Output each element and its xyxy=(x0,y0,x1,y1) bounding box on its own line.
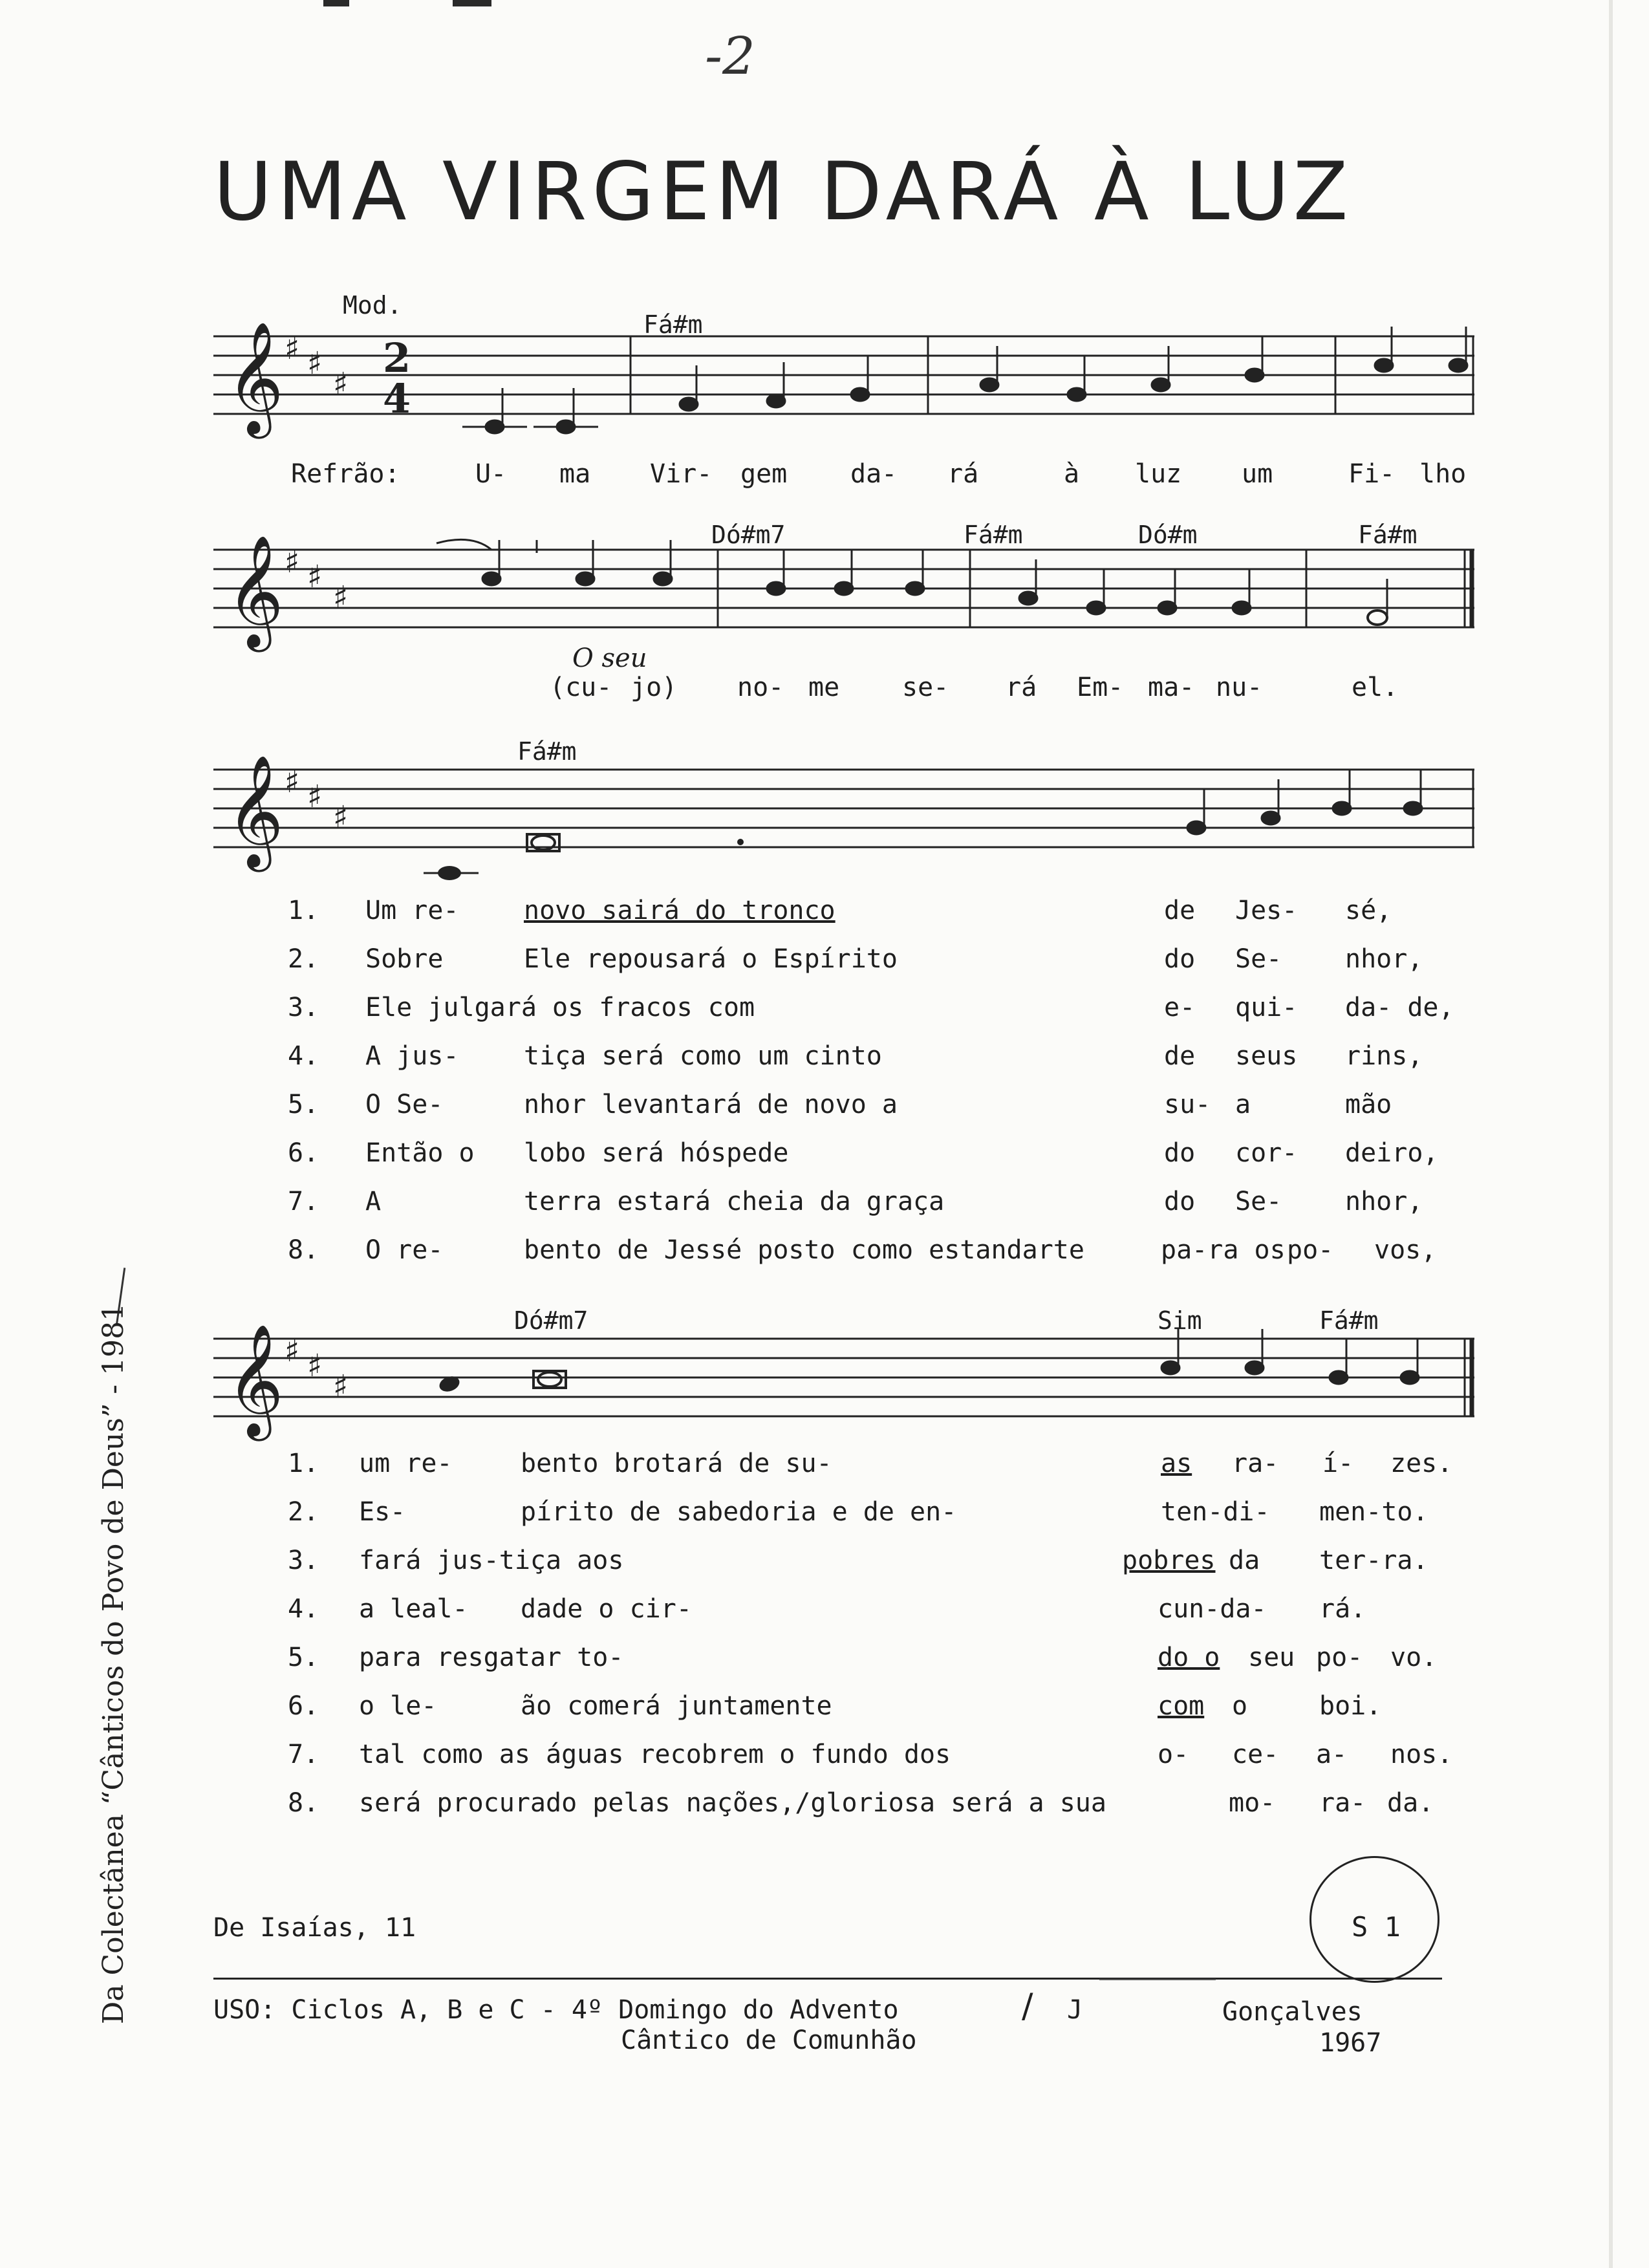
svg-text:♯: ♯ xyxy=(285,1333,300,1369)
verse-line xyxy=(0,1643,1649,1688)
verse-text: ce- xyxy=(1232,1740,1279,1769)
verse-text: deiro, xyxy=(1345,1138,1439,1168)
page-number: -2 xyxy=(705,26,755,86)
composer-name: Gonçalves xyxy=(1222,1997,1363,2027)
verse-text: do xyxy=(1164,1138,1196,1168)
lyric-syllable: à xyxy=(1064,459,1080,489)
verse-text: tal como as águas recobrem o fundo dos xyxy=(359,1740,951,1769)
lyric-syllable: (cu- xyxy=(550,673,612,702)
verse-text: dade o cir- xyxy=(521,1594,692,1624)
source-reference: De Isaías, 11 xyxy=(213,1913,416,1943)
verse-line xyxy=(0,1546,1649,1591)
verse-text: ten-di- xyxy=(1161,1497,1270,1527)
verse-line xyxy=(0,1691,1649,1736)
separator-slash: / xyxy=(1022,1987,1033,2025)
svg-text:♯: ♯ xyxy=(307,779,323,815)
verse-line xyxy=(0,944,1649,989)
verse-number: 8. xyxy=(288,1788,319,1818)
lyric-syllable: no- xyxy=(737,673,784,702)
verse-number: 3. xyxy=(288,1546,319,1575)
staff-4-notation xyxy=(213,1324,1474,1436)
verse-number: 5. xyxy=(288,1643,319,1672)
svg-text:𝄞: 𝄞 xyxy=(226,535,284,647)
song-title: UMA VIRGEM DARÁ À LUZ xyxy=(213,146,1353,239)
verse-text: seu xyxy=(1248,1643,1295,1672)
verse-text: o le- xyxy=(359,1691,437,1721)
verse-text: A jus- xyxy=(365,1041,459,1071)
lyric-syllable: se- xyxy=(902,673,949,702)
footer-divider xyxy=(213,1978,1442,1980)
verse-text: seus xyxy=(1235,1041,1298,1071)
verse-number: 4. xyxy=(288,1041,319,1071)
svg-text:𝄞: 𝄞 xyxy=(226,321,284,434)
verse-text: O re- xyxy=(365,1235,444,1265)
verse-text: Sobre xyxy=(365,944,444,974)
verse-text: po- xyxy=(1287,1235,1334,1265)
verse-text: tiça será como um cinto xyxy=(524,1041,882,1071)
verse-line xyxy=(0,1041,1649,1086)
verse-number: 1. xyxy=(288,896,319,925)
verse-text: lobo será hóspede xyxy=(524,1138,789,1168)
composer-underline xyxy=(1099,1979,1216,1980)
verse-number: 3. xyxy=(288,993,319,1022)
svg-text:♯: ♯ xyxy=(307,345,323,382)
verse-text: Ele repousará o Espírito xyxy=(524,944,898,974)
svg-text:♯: ♯ xyxy=(333,1368,349,1405)
staff-3-notation xyxy=(213,755,1474,867)
lyric-syllable: Fi- xyxy=(1348,459,1396,489)
lyric-syllable: nu- xyxy=(1216,673,1263,702)
chord-label: Dó#m7 xyxy=(514,1306,588,1335)
tempo-marking: Mod. xyxy=(343,291,402,319)
svg-text:♯: ♯ xyxy=(285,544,300,580)
verse-text: qui- xyxy=(1235,993,1298,1022)
verse-number: 2. xyxy=(288,944,319,974)
verse-number: 2. xyxy=(288,1497,319,1527)
verse-text: Então o xyxy=(365,1138,475,1168)
svg-text:♯: ♯ xyxy=(333,579,349,616)
verse-text: novo sairá do tronco xyxy=(524,896,835,925)
svg-text:♯: ♯ xyxy=(307,1348,323,1384)
verse-text: vos, xyxy=(1374,1235,1437,1265)
lyric-syllable: me xyxy=(808,673,840,702)
verse-text: e- xyxy=(1164,993,1196,1022)
scan-mark xyxy=(323,0,349,6)
verse-line xyxy=(0,1740,1649,1785)
svg-text:♯: ♯ xyxy=(285,330,300,367)
chord-label: Dó#m xyxy=(1138,521,1198,549)
music-staff-4 xyxy=(213,1324,1474,1436)
verse-text: do xyxy=(1164,1187,1196,1216)
verse-text: nhor, xyxy=(1345,944,1423,974)
svg-text:♯: ♯ xyxy=(285,764,300,800)
verse-line xyxy=(0,1138,1649,1183)
verse-text: o xyxy=(1232,1691,1248,1721)
verse-line xyxy=(0,1594,1649,1639)
collection-credit: Da Colectânea “Cânticos do Povo de Deus” - 1981 xyxy=(97,1302,130,2024)
verse-text: mão xyxy=(1345,1090,1392,1119)
svg-text:♯: ♯ xyxy=(307,559,323,595)
verse-text: nos. xyxy=(1390,1740,1453,1769)
verse-number: 1. xyxy=(288,1449,319,1478)
lyric-syllable: da- xyxy=(850,459,898,489)
lyric-syllable: ma xyxy=(559,459,591,489)
lyric-syllable: lho xyxy=(1419,459,1467,489)
verse-text: po- xyxy=(1316,1643,1363,1672)
scan-mark xyxy=(453,0,491,6)
verse-number: 5. xyxy=(288,1090,319,1119)
verse-text: Um re- xyxy=(365,896,459,925)
verse-text: í- xyxy=(1322,1449,1354,1478)
chord-label: Fá#m xyxy=(1358,521,1417,549)
svg-text:♯: ♯ xyxy=(333,366,349,402)
svg-text:♯: ♯ xyxy=(333,799,349,836)
catalog-code: S 1 xyxy=(1352,1911,1401,1943)
verse-line xyxy=(0,896,1649,941)
lyric-syllable: Vir- xyxy=(650,459,713,489)
handwritten-correction: O seu xyxy=(572,643,647,673)
verse-text: su- xyxy=(1164,1090,1211,1119)
verse-text: men-to. xyxy=(1319,1497,1428,1527)
usage-line: USO: Ciclos A, B e C - 4º Domingo do Advento xyxy=(213,1995,899,2025)
verse-number: 4. xyxy=(288,1594,319,1624)
chord-label: Fá#m xyxy=(517,737,577,766)
verse-text: Ele julgará os fracos com xyxy=(365,993,755,1022)
verse-text: as xyxy=(1161,1449,1192,1478)
verse-line xyxy=(0,1497,1649,1542)
verse-number: 8. xyxy=(288,1235,319,1265)
verse-text: mo- xyxy=(1229,1788,1276,1818)
refrain-label: Refrão: xyxy=(291,459,400,489)
lyric-syllable: um xyxy=(1242,459,1273,489)
lyric-syllable: ma- xyxy=(1148,673,1195,702)
verse-text: rins, xyxy=(1345,1041,1423,1071)
chord-label: Sim xyxy=(1158,1306,1202,1335)
verse-text: pobres xyxy=(1122,1546,1216,1575)
verse-line xyxy=(0,1187,1649,1232)
verse-text: fará jus-tiça aos xyxy=(359,1546,624,1575)
usage-occasion: Cântico de Comunhão xyxy=(621,2025,917,2055)
verse-text: pírito de sabedoria e de en- xyxy=(521,1497,957,1527)
verse-text: do xyxy=(1164,944,1196,974)
chord-label: Fá#m xyxy=(964,521,1023,549)
verse-text: Jes- xyxy=(1235,896,1298,925)
verse-text: zes. xyxy=(1390,1449,1453,1478)
lyric-syllable: gem xyxy=(740,459,788,489)
lyric-syllable: U- xyxy=(475,459,507,489)
verse-text: de xyxy=(1164,1041,1196,1071)
verse-text: a- xyxy=(1316,1740,1348,1769)
verse-line xyxy=(0,1788,1649,1833)
chord-label: Fá#m xyxy=(1319,1306,1379,1335)
verse-text: rá. xyxy=(1319,1594,1366,1624)
verse-text: da xyxy=(1229,1546,1260,1575)
verse-text: bento brotará de su- xyxy=(521,1449,832,1478)
verse-number: 7. xyxy=(288,1187,319,1216)
verse-line xyxy=(0,993,1649,1038)
verse-text: pa-ra os xyxy=(1161,1235,1286,1265)
verse-number: 6. xyxy=(288,1138,319,1168)
verse-text: terra estará cheia da graça xyxy=(524,1187,945,1216)
verse-text: um re- xyxy=(359,1449,453,1478)
verse-text: nhor, xyxy=(1345,1187,1423,1216)
verse-text: ra- xyxy=(1319,1788,1366,1818)
composition-year: 1967 xyxy=(1319,2028,1382,2058)
verse-text: cor- xyxy=(1235,1138,1298,1168)
lyric-syllable: el. xyxy=(1352,673,1399,702)
verse-line xyxy=(0,1090,1649,1135)
verse-text: será procurado pelas nações,/gloriosa será a sua xyxy=(359,1788,1106,1818)
verse-text: boi. xyxy=(1319,1691,1382,1721)
verse-text: cun-da- xyxy=(1158,1594,1267,1624)
verse-text: bento de Jessé posto como estandarte xyxy=(524,1235,1084,1265)
verse-text: ão comerá juntamente xyxy=(521,1691,832,1721)
verse-text: O Se- xyxy=(365,1090,444,1119)
verse-text: com xyxy=(1158,1691,1205,1721)
verse-text: Se- xyxy=(1235,1187,1282,1216)
lyric-syllable: luz xyxy=(1135,459,1182,489)
chord-label: Dó#m7 xyxy=(711,521,786,549)
verse-text: da- de, xyxy=(1345,993,1454,1022)
music-staff-3 xyxy=(213,755,1474,867)
svg-text:𝄞: 𝄞 xyxy=(226,755,284,867)
verse-text: vo. xyxy=(1390,1643,1438,1672)
chord-label: Fá#m xyxy=(643,310,703,339)
verse-number: 6. xyxy=(288,1691,319,1721)
verse-text: de xyxy=(1164,896,1196,925)
verse-text: sé, xyxy=(1345,896,1392,925)
lyric-syllable: rá xyxy=(947,459,979,489)
verse-line xyxy=(0,1235,1649,1280)
verse-text: o- xyxy=(1158,1740,1189,1769)
verse-text: da. xyxy=(1387,1788,1434,1818)
verse-text: ra- xyxy=(1232,1449,1279,1478)
lyric-syllable: rá xyxy=(1006,673,1037,702)
verse-text: a xyxy=(1235,1090,1251,1119)
svg-text:4: 4 xyxy=(383,375,411,422)
verse-text: a leal- xyxy=(359,1594,468,1624)
lyric-syllable: Em- xyxy=(1077,673,1124,702)
verse-line xyxy=(0,1449,1649,1494)
verse-text: A xyxy=(365,1187,382,1216)
composer-initial: J xyxy=(1067,1995,1083,2025)
lyric-syllable: jo) xyxy=(630,673,678,702)
verse-text: Es- xyxy=(359,1497,406,1527)
verse-text: para resgatar to- xyxy=(359,1643,624,1672)
verse-text: ter-ra. xyxy=(1319,1546,1428,1575)
verse-number: 7. xyxy=(288,1740,319,1769)
svg-text:𝄞: 𝄞 xyxy=(226,1324,284,1436)
verse-text: Se- xyxy=(1235,944,1282,974)
verse-text: nhor levantará de novo a xyxy=(524,1090,898,1119)
svg-text:2: 2 xyxy=(383,334,411,382)
verse-text: do o xyxy=(1158,1643,1220,1672)
